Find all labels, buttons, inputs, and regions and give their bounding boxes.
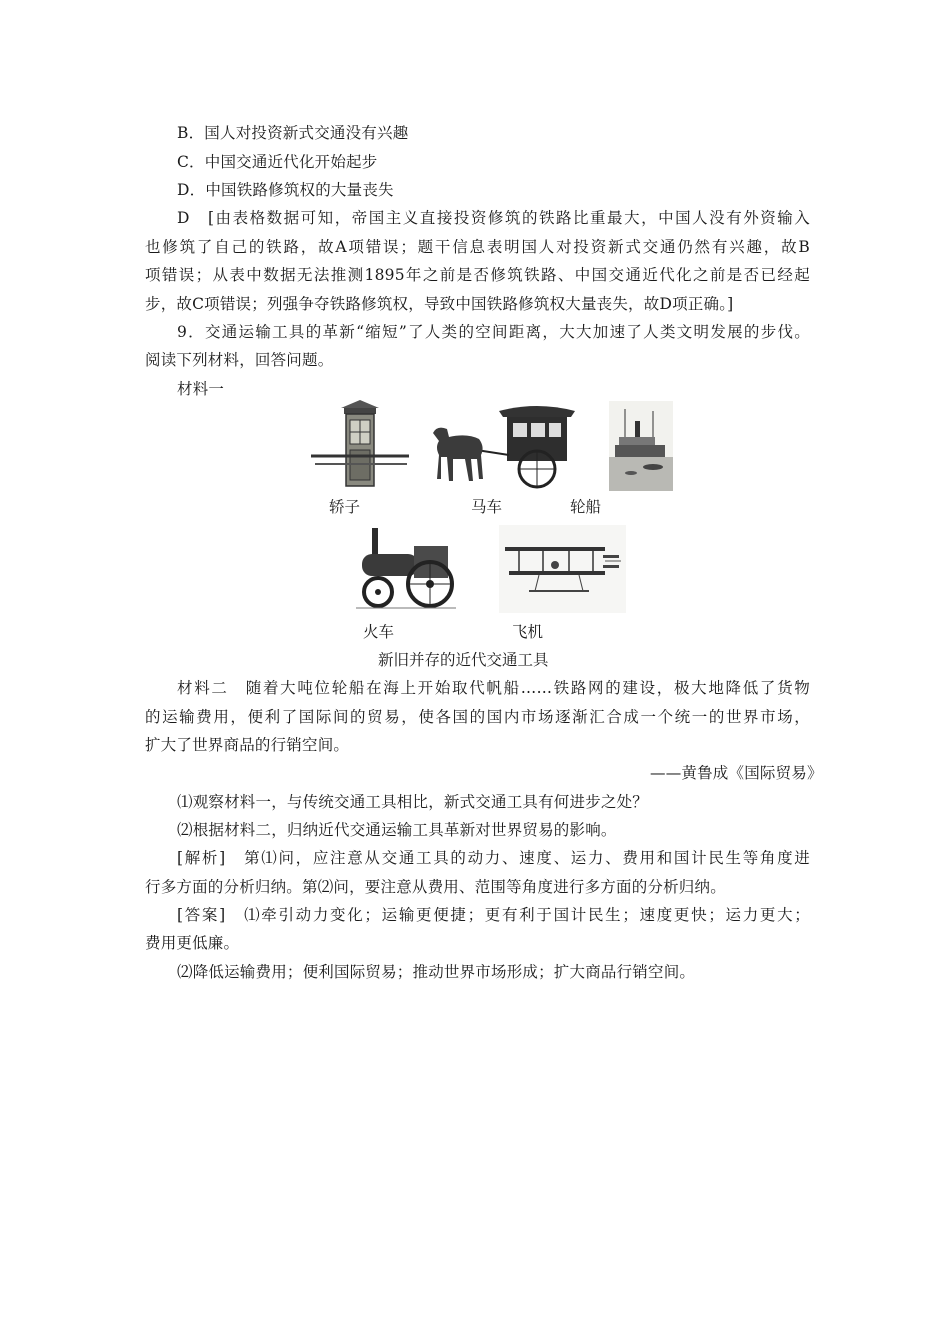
option-c: C．中国交通近代化开始起步	[177, 153, 378, 171]
option-b: B．国人对投资新式交通没有兴趣	[177, 124, 409, 142]
material2-line-1: 材料二 随着大吨位轮船在海上开始取代帆船……铁路网的建设，极大地降低了货物	[177, 679, 810, 697]
sedan-chair-image	[311, 398, 409, 490]
question9-line-1: 9．交通运输工具的革新“缩短”了人类的空间距离，大大加速了人类文明发展的步伐。	[177, 323, 810, 341]
answer-line-2: 费用更低廉。	[145, 934, 240, 952]
material2-line-3: 扩大了世界商品的行销空间。	[145, 736, 350, 754]
train-image	[356, 524, 456, 612]
caption-airplane: 飞机	[512, 623, 544, 641]
material1-label: 材料一	[177, 380, 225, 398]
steamship-image	[609, 401, 673, 491]
question-2: ⑵根据材料二，归纳近代交通运输工具革新对世界贸易的影响。	[177, 821, 617, 839]
airplane-image	[499, 525, 626, 613]
answer-line-3: ⑵降低运输费用；便利国际贸易；推动世界市场形成；扩大商品行销空间。	[177, 963, 696, 981]
material2-source: ——黄鲁成《国际贸易》	[650, 764, 823, 782]
caption-steamship: 轮船	[570, 498, 602, 516]
question-1: ⑴观察材料一，与传统交通工具相比，新式交通工具有何进步之处？	[177, 793, 649, 811]
explanation-line-1: D [由表格数据可知，帝国主义直接投资修筑的铁路比重最大，中国人没有外资输入	[177, 209, 810, 227]
figure-caption: 新旧并存的近代交通工具	[378, 651, 549, 669]
horse-carriage-image	[427, 403, 579, 489]
explanation-line-4: 步，故C项错误；列强争夺铁路修筑权，导致中国铁路修筑权大量丧失，故D项正确。]	[145, 295, 734, 313]
option-d: D．中国铁路修筑权的大量丧失	[177, 181, 394, 199]
explanation-line-3: 项错误；从表中数据无法推测1895年之前是否修筑铁路、中国交通近代化之前是否已经起	[145, 266, 810, 284]
analysis-line-1: [解析] 第⑴问，应注意从交通工具的动力、速度、运力、费用和国计民生等角度进	[177, 849, 810, 867]
answer-line-1: [答案] ⑴牵引动力变化；运输更便捷；更有利于国计民生；速度更快；运力更大；	[177, 906, 810, 924]
explanation-line-2: 也修筑了自己的铁路，故A项错误；题干信息表明国人对投资新式交通仍然有兴趣，故B	[145, 238, 810, 256]
caption-sedan: 轿子	[329, 498, 361, 516]
caption-carriage: 马车	[471, 498, 503, 516]
analysis-line-2: 行多方面的分析归纳。第⑵问，要注意从费用、范围等角度进行多方面的分析归纳。	[145, 878, 726, 896]
material2-line-2: 的运输费用，便利了国际间的贸易，使各国的国内市场逐渐汇合成一个统一的世界市场，	[145, 708, 810, 726]
caption-train: 火车	[363, 623, 395, 641]
question9-line-2: 阅读下列材料，回答问题。	[145, 351, 334, 369]
